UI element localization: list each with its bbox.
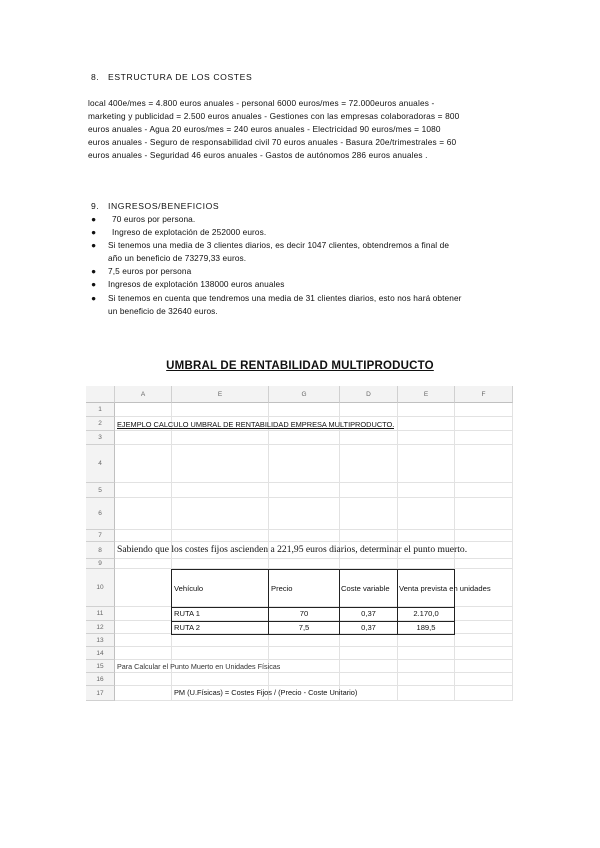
bullet-icon: ●: [91, 240, 97, 251]
paragraph-line: local 400e/mes = 4.800 euros anuales - personal 6000 euros/mes = 72.000euros anuales -: [88, 98, 435, 108]
table-header-expected-sales: Venta prevista en unidades: [399, 584, 491, 593]
paragraph-line: euros anuales - Seguro de responsabilidad civil 70 euros anuales - Basura 20e/trimestrales = 60: [88, 137, 457, 148]
income-bullet-list: [91, 213, 462, 318]
bullet-item: ● Ingresos de explotación 138000 euros anuales: [91, 278, 462, 291]
section-9-number: 9.: [91, 201, 100, 211]
row-header: 15: [86, 660, 115, 673]
row-header: 12: [86, 621, 115, 634]
section-8-heading: [91, 72, 252, 82]
column-header: G: [269, 386, 340, 403]
column-header: E: [398, 386, 455, 403]
bullet-icon: ●: [91, 266, 97, 277]
table-header-vehicle: Vehículo: [174, 584, 204, 593]
bullet-icon: ●: [91, 227, 97, 238]
table-cell-variable-cost: 0,37: [361, 609, 376, 618]
bullet-item: ● Ingreso de explotación de 252000 euros.: [91, 226, 462, 239]
row-header: 16: [86, 673, 115, 686]
paragraph-line: marketing y publicidad = 2.500 euros anuales - Gestiones con las empresas colaboradoras = 800: [88, 111, 460, 122]
table-cell-price: 7,5: [298, 623, 310, 632]
section-8-title: ESTRUCTURA DE LOS COSTES: [108, 72, 253, 82]
table-cell-route: RUTA 1: [174, 609, 201, 618]
sheet-heading: UMBRAL DE RENTABILIDAD MULTIPRODUCTO: [166, 360, 434, 372]
column-header: F: [455, 386, 513, 403]
row-header: 3: [86, 431, 115, 445]
column-header: E: [172, 386, 269, 403]
bullet-icon: ●: [91, 279, 97, 290]
section-9-title: INGRESOS/BENEFICIOS: [108, 201, 220, 211]
section-8-number: 8.: [91, 72, 100, 82]
table-header-variable-cost: Coste variable: [341, 584, 390, 593]
paragraph-line: euros anuales - Agua 20 euros/mes = 240 euros anuales - Electricidad 90 euros/mes = 1080: [88, 124, 441, 135]
spreadsheet-image: [86, 386, 513, 701]
bullet-icon: ●: [91, 292, 97, 303]
table-cell-expected-sales: 2.170,0: [413, 609, 439, 618]
formula-cell: PM (U.Físicas) = Costes Fijos / (Precio - Coste Unitario): [174, 688, 358, 697]
table-cell-expected-sales: 189,5: [416, 623, 436, 632]
row-header: 2: [86, 417, 115, 431]
table-cell-price: 70: [299, 609, 309, 618]
column-header: A: [115, 386, 172, 403]
bullet-item: ● Si tenemos una media de 3 clientes diarios, es decir 1047 clientes, obtendremos a final de año un beneficio de 73279,33 euros.: [91, 240, 450, 264]
table-header-price: Precio: [271, 584, 293, 593]
row-header: 13: [86, 634, 115, 647]
sheet-title-cell: EJEMPLO CALCULO UMBRAL DE RENTABILIDAD EMPRESA MULTIPRODUCTO.: [117, 420, 395, 429]
column-header: D: [340, 386, 398, 403]
row-header: 8: [86, 542, 115, 559]
row-header: 5: [86, 483, 115, 498]
row-header: 17: [86, 686, 115, 701]
cost-structure-paragraph: [88, 97, 518, 162]
row-header: 7: [86, 530, 115, 542]
statement-cell: Sabiendo que los costes fijos ascienden a 221,95 euros diarios, determinar el punto muerto.: [117, 544, 468, 555]
bullet-item: ● Si tenemos en cuenta que tendremos una media de 31 clientes diarios, esto nos hará obtener un beneficio de 32640 euros.: [91, 292, 462, 316]
row-header: 11: [86, 607, 115, 621]
row-header: 14: [86, 647, 115, 660]
bullet-icon: ●: [91, 214, 97, 224]
bullet-item: ● 70 euros por persona.: [91, 213, 462, 226]
table-cell-route: RUTA 2: [174, 623, 201, 632]
section-9-heading: [91, 201, 219, 211]
paragraph-line: euros anuales - Seguridad 46 euros anuales - Gastos de autónomos 286 euros anuales .: [88, 150, 428, 161]
row-header: 9: [86, 559, 115, 569]
row-header: 10: [86, 569, 115, 607]
row-header: 6: [86, 498, 115, 530]
note-cell: Para Calcular el Punto Muerto en Unidades Físicas: [117, 662, 281, 671]
row-header: 1: [86, 403, 115, 417]
table-cell-variable-cost: 0,37: [361, 623, 376, 632]
bullet-item: ● 7,5 euros por persona: [91, 265, 462, 278]
sheet-corner: [86, 386, 115, 403]
row-header: 4: [86, 445, 115, 483]
